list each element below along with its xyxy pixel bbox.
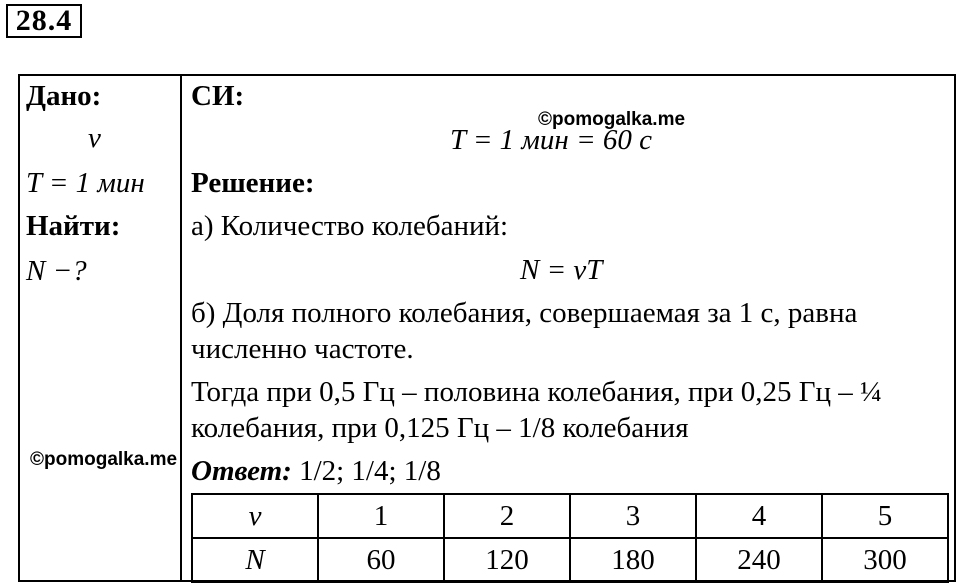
given-nu: ν	[88, 122, 101, 154]
table-row	[192, 538, 948, 582]
find-heading: Найти:	[26, 210, 121, 242]
table-cell: 240	[696, 538, 822, 582]
si-conversion: T = 1 мин = 60 с	[450, 124, 653, 156]
table-cell: 300	[822, 538, 948, 582]
part-b-line1: б) Доля полного колебания, совершаемая за 1 с, равна	[191, 297, 858, 329]
table-cell: 4	[696, 494, 822, 538]
find-item: N −?	[26, 255, 87, 287]
answer-label: Ответ:	[191, 455, 292, 487]
table-cell: 120	[444, 538, 570, 582]
values-table	[191, 493, 949, 583]
problem-number: 28.4	[6, 4, 82, 38]
table-cell: ν	[192, 494, 318, 538]
formula: N = νT	[520, 254, 603, 286]
answer-value: 1/2; 1/4; 1/8	[299, 455, 441, 487]
given-period: T = 1 мин	[26, 167, 145, 199]
watermark-right: ©pomogalka.me	[538, 109, 686, 130]
table-cell: 1	[318, 494, 444, 538]
table-cell: 2	[444, 494, 570, 538]
then-line1: Тогда при 0,5 Гц – половина колебания, при 0,25 Гц – ¼	[191, 376, 882, 408]
part-a-text: а) Количество колебаний:	[191, 210, 509, 242]
table-cell: 180	[570, 538, 696, 582]
solution-heading: Решение:	[191, 167, 315, 199]
table-cell: 60	[318, 538, 444, 582]
given-heading: Дано:	[26, 80, 102, 112]
watermark-left: ©pomogalka.me	[30, 449, 178, 470]
column-divider	[180, 74, 182, 582]
then-line2: колебания, при 0,125 Гц – 1/8 колебания	[191, 412, 689, 444]
table-cell: N	[192, 538, 318, 582]
table-cell: 5	[822, 494, 948, 538]
answer-line	[191, 455, 441, 487]
table-row	[192, 494, 948, 538]
part-b-line2: численно частоте.	[191, 333, 414, 365]
si-heading: СИ:	[191, 80, 245, 112]
table-cell: 3	[570, 494, 696, 538]
